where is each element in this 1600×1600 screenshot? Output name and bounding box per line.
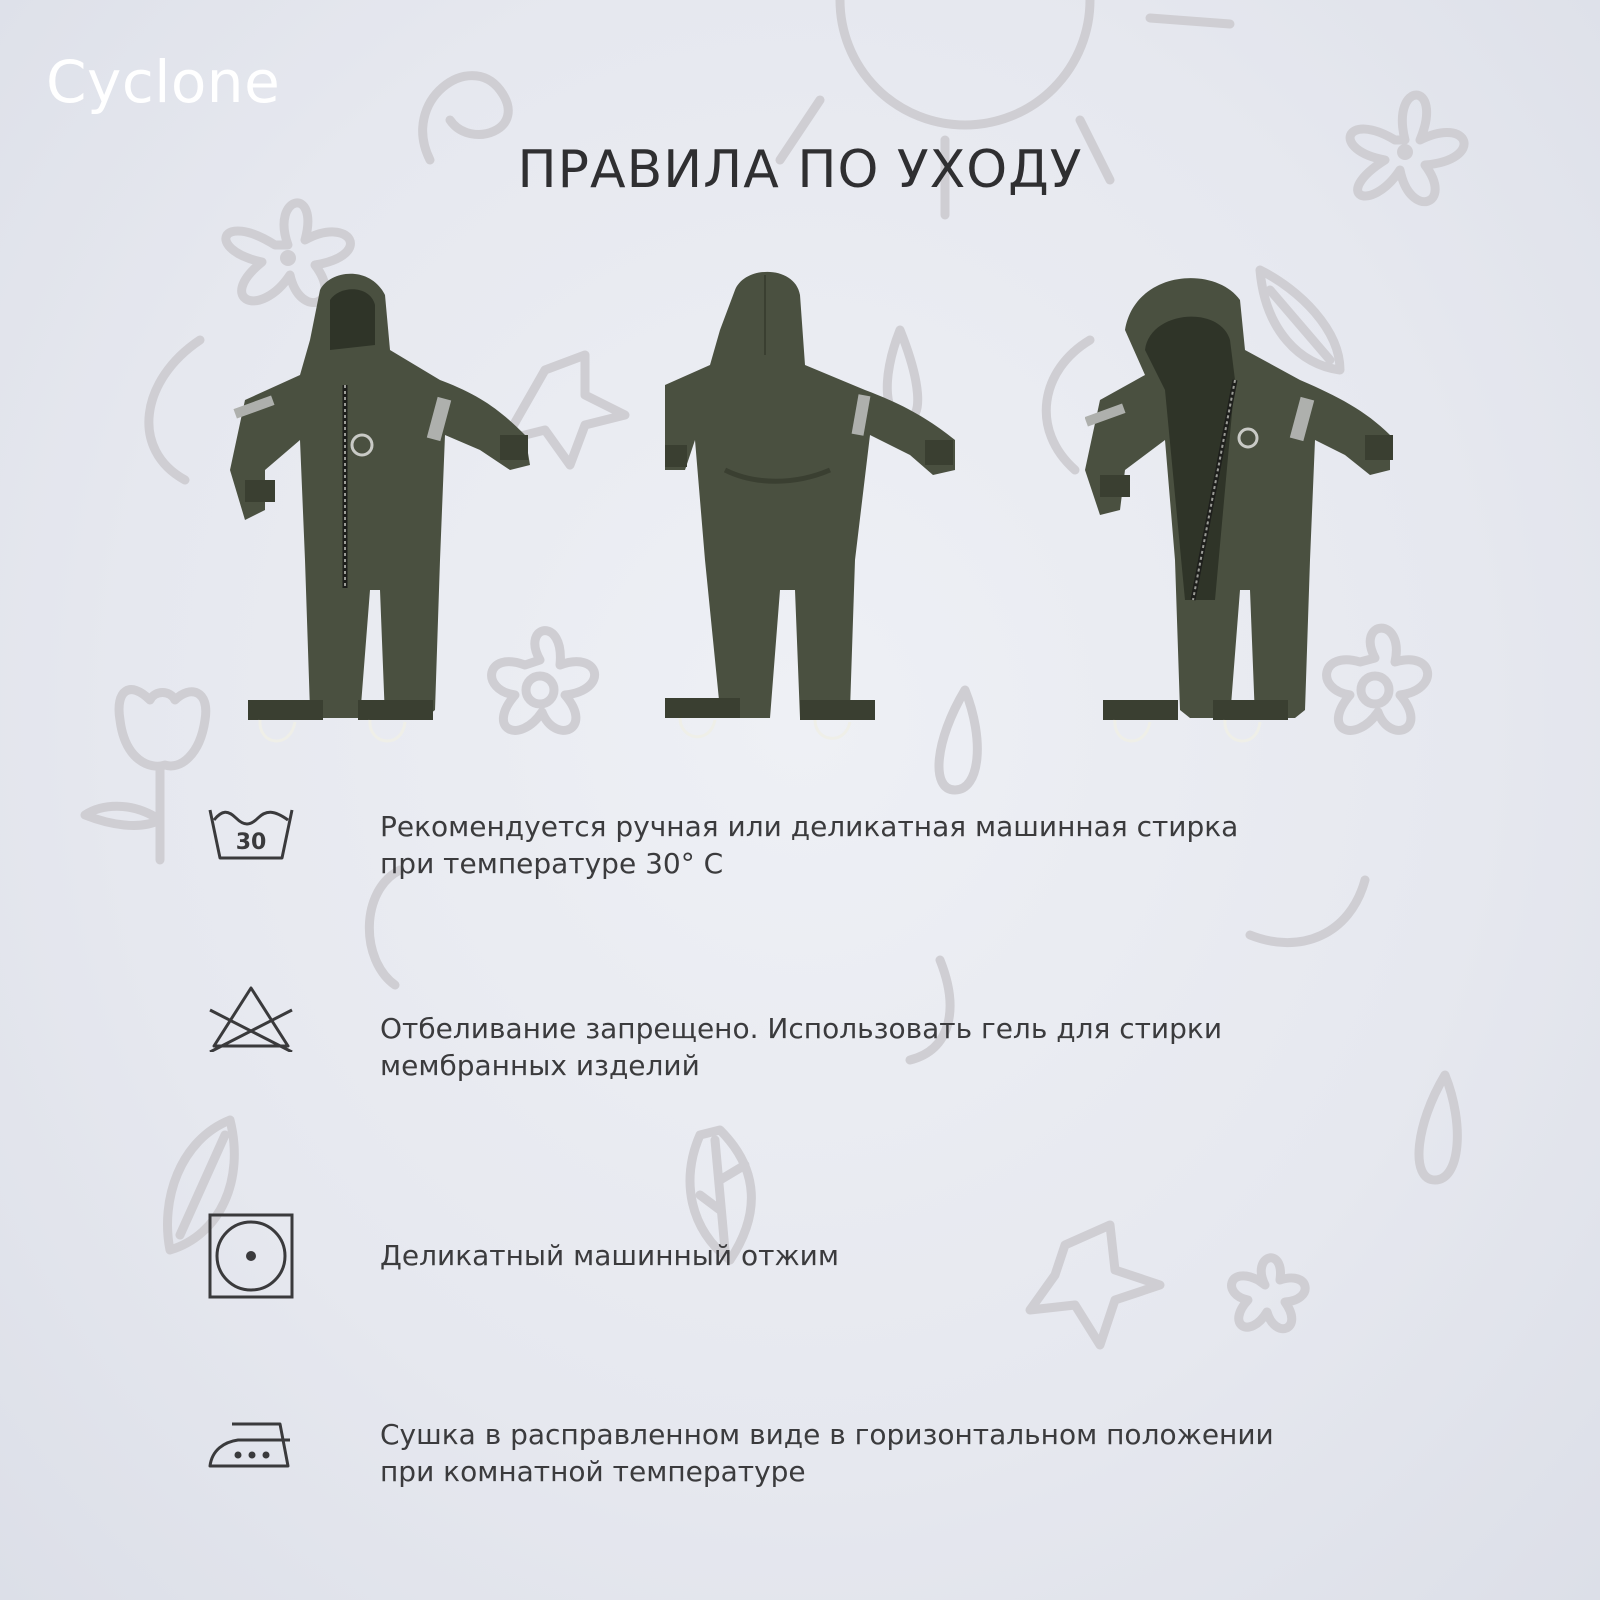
wash-temperature-label: 30 xyxy=(235,830,267,855)
jumpsuit-front-image xyxy=(210,270,540,770)
drop-doodle xyxy=(1419,1075,1457,1180)
care-text xyxy=(380,1237,1380,1274)
care-text-line: Деликатный машинный отжим xyxy=(380,1239,839,1272)
care-text-line: мембранных изделий xyxy=(380,1049,700,1082)
care-text-line: при температуре 30° С xyxy=(380,847,724,880)
wash-30-icon xyxy=(206,804,296,864)
no-bleach-icon xyxy=(206,982,296,1052)
care-text-line: Отбеливание запрещено. Использовать гель для стирки xyxy=(380,1012,1223,1045)
moon-doodle xyxy=(1250,880,1365,943)
page-title: ПРАВИЛА ПО УХОДУ xyxy=(517,140,1083,200)
care-text-line: при комнатной температуре xyxy=(380,1455,806,1488)
care-text xyxy=(380,1010,1380,1084)
sun-doodle xyxy=(840,0,1090,125)
tumble-dry-delicate-icon xyxy=(206,1211,296,1301)
iron-icon xyxy=(206,1412,296,1472)
jumpsuit-open-image xyxy=(1085,270,1415,770)
product-views xyxy=(0,270,1600,770)
brand-logo: Cyclone xyxy=(46,48,281,116)
care-text xyxy=(380,1416,1380,1490)
care-text-line: Рекомендуется ручная или деликатная машинная стирка xyxy=(380,810,1239,843)
care-text xyxy=(380,808,1380,882)
jumpsuit-back-image xyxy=(665,270,985,770)
curl-doodle xyxy=(369,870,400,985)
care-text-line: Сушка в расправленном виде в горизонтальном положении xyxy=(380,1418,1274,1451)
